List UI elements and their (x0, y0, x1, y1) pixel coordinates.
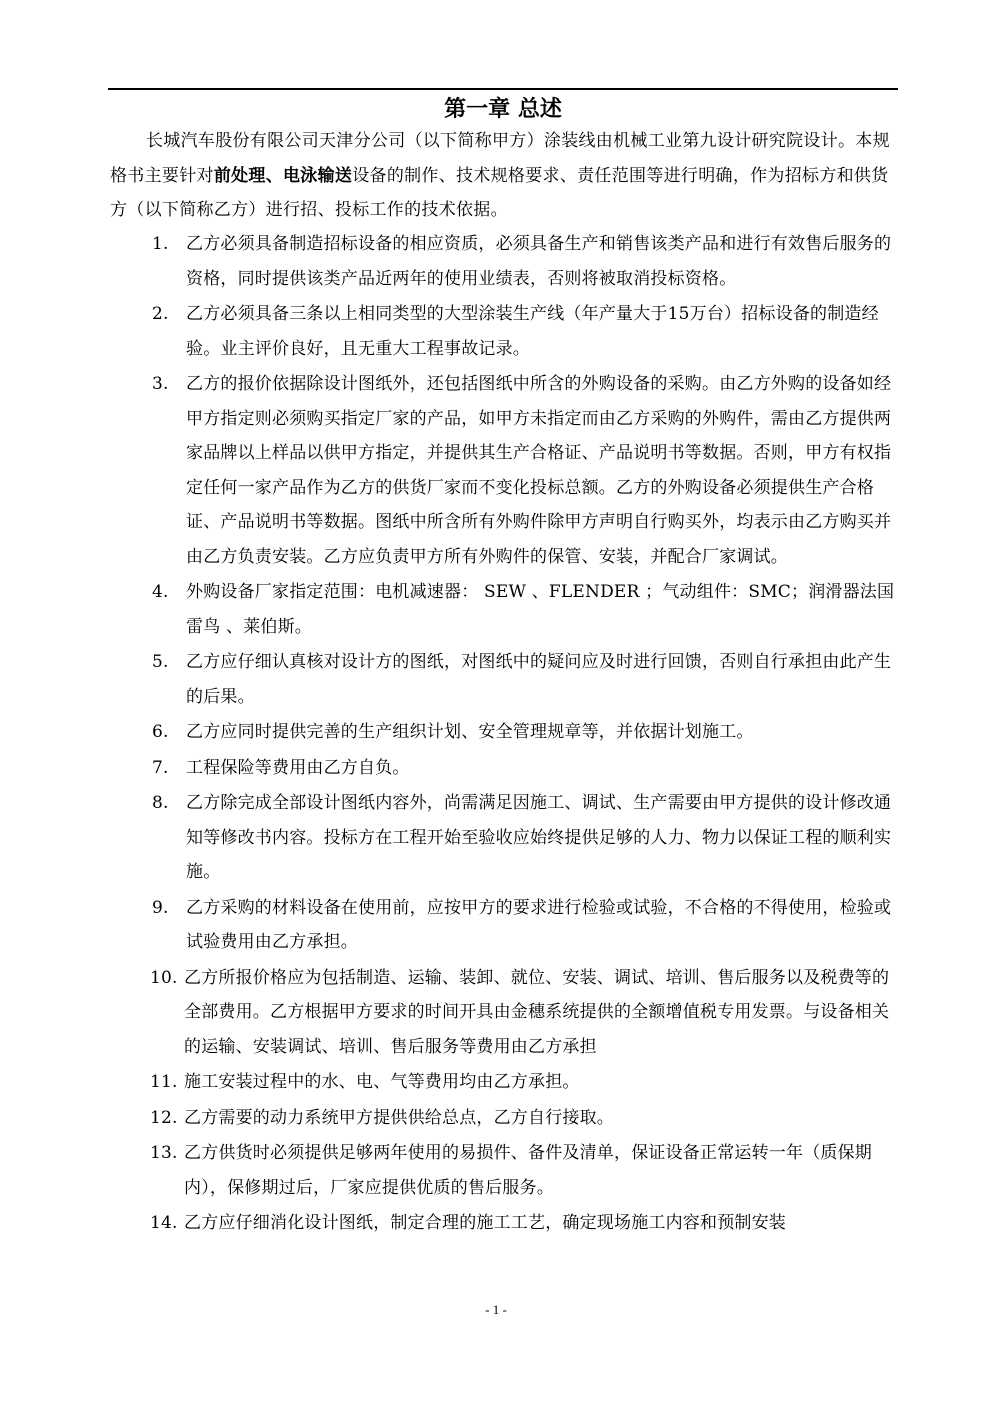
list-item (152, 1206, 900, 1241)
page-number: - 1 - (485, 1302, 507, 1317)
list-item (152, 297, 900, 366)
list-item-text: 外购设备厂家指定范围：电机减速器： SEW 、FLENDER ；气动组件：SMC；润滑器法国雷鸟 、莱伯斯。 (186, 582, 895, 637)
intro-text-part2: 设备的制作、技术规格要求、责任范围等进行明确，作为招标方和供货方（以下简称乙方）进行招、投标工作的技术依据。 (110, 165, 889, 220)
list-item-text: 乙方需要的动力系统甲方提供供给总点，乙方自行接取。 (184, 1107, 614, 1128)
list-item-text: 乙方应仔细认真核对设计方的图纸，对图纸中的疑问应及时进行回馈，否则自行承担由此产生的后果。 (186, 652, 892, 707)
header-rule (108, 88, 898, 90)
list-item (152, 891, 900, 960)
list-item-text: 乙方采购的材料设备在使用前，应按甲方的要求进行检验或试验，不合格的不得使用，检验或试验费用由乙方承担。 (186, 897, 892, 952)
list-item-text: 乙方除完成全部设计图纸内容外，尚需满足因施工、调试、生产需要由甲方提供的设计修改通知等修改书内容。投标方在工程开始至验收应始终提供足够的人力、物力以保证工程的顺利实施。 (186, 793, 892, 882)
list-item-text: 乙方的报价依据除设计图纸外，还包括图纸中所含的外购设备的采购。由乙方外购的设备如经甲方指定则必须购买指定厂家的产品，如甲方未指定而由乙方采购的外购件，需由乙方提供两家品牌以上样品以供甲方指定，并提供其生产合格证、产品说明书等数据。否则，甲方有权指定任何一家产品作为乙方的供货厂家而不变化投标总额。乙方的外购设备必须提供生产合格证、产品说明书等数据。图纸中所含所有外购件除甲方声明自行购买外，均表示由乙方购买并由乙方负责安装。乙方应负责甲方所有外购件的保管、安装，并配合厂家调试。 (186, 374, 892, 567)
list-item (152, 751, 900, 786)
list-item-text: 乙方应仔细消化设计图纸，制定合理的施工工艺，确定现场施工内容和预制安装 (184, 1213, 786, 1233)
list-item-number: 5. (152, 652, 169, 672)
list-item (152, 575, 900, 644)
list-item-number: 13. (150, 1143, 178, 1163)
list-item-number: 4. (152, 582, 169, 602)
chapter-title: 第一章 总述 (444, 96, 562, 122)
list-item (152, 786, 900, 890)
list-item-number: 11. (150, 1072, 178, 1092)
list-item (152, 715, 900, 750)
list-item (152, 1101, 900, 1136)
list-item-number: 10. (150, 967, 178, 988)
intro-text-part1: 长城汽车股份有限公司天津分公司（以下简称甲方）涂装线由机械工业第九设计研究院设计。本规格书主要针对 (110, 131, 890, 186)
list-item (152, 367, 900, 574)
list-item (152, 1065, 900, 1100)
list-item-text: 施工安装过程中的水、电、气等费用均由乙方承担。 (184, 1072, 580, 1092)
list-item-number: 7. (152, 757, 169, 778)
list-item-number: 12. (150, 1107, 178, 1128)
list-item (152, 1136, 900, 1205)
list-item-number: 14. (150, 1213, 178, 1233)
list-item-number: 9. (152, 897, 169, 918)
list-item (152, 961, 900, 1065)
list-item-text: 乙方供货时必须提供足够两年使用的易损件、备件及清单，保证设备正常运转一年（质保期内），保修期过后，厂家应提供优质的售后服务。 (184, 1143, 872, 1198)
requirements-list (152, 227, 900, 1242)
list-item (152, 227, 900, 296)
list-item-text: 工程保险等费用由乙方自负。 (186, 757, 410, 778)
list-item-text: 乙方应同时提供完善的生产组织计划、安全管理规章等，并依据计划施工。 (186, 722, 754, 742)
list-item-text: 乙方所报价格应为包括制造、运输、装卸、就位、安装、调试、培训、售后服务以及税费等的全部费用。乙方根据甲方要求的时间开具由金穗系统提供的全额增值税专用发票。与设备相关的运输、安装调试、培训、售后服务等费用由乙方承担 (184, 967, 890, 1057)
list-item-number: 1. (152, 234, 169, 254)
list-item-number: 2. (152, 304, 169, 324)
intro-paragraph (110, 124, 900, 228)
list-item (152, 645, 900, 714)
list-item-number: 3. (152, 374, 169, 394)
list-item-number: 6. (152, 722, 169, 742)
intro-text-bold: 前处理、电泳输送 (213, 165, 353, 186)
list-item-text: 乙方必须具备三条以上相同类型的大型涂装生产线（年产量大于15万台）招标设备的制造经验。业主评价良好，且无重大工程事故记录。 (186, 304, 879, 359)
list-item-text: 乙方必须具备制造招标设备的相应资质，必须具备生产和销售该类产品和进行有效售后服务的资格，同时提供该类产品近两年的使用业绩表，否则将被取消投标资格。 (186, 234, 892, 289)
list-item-number: 8. (152, 793, 169, 813)
